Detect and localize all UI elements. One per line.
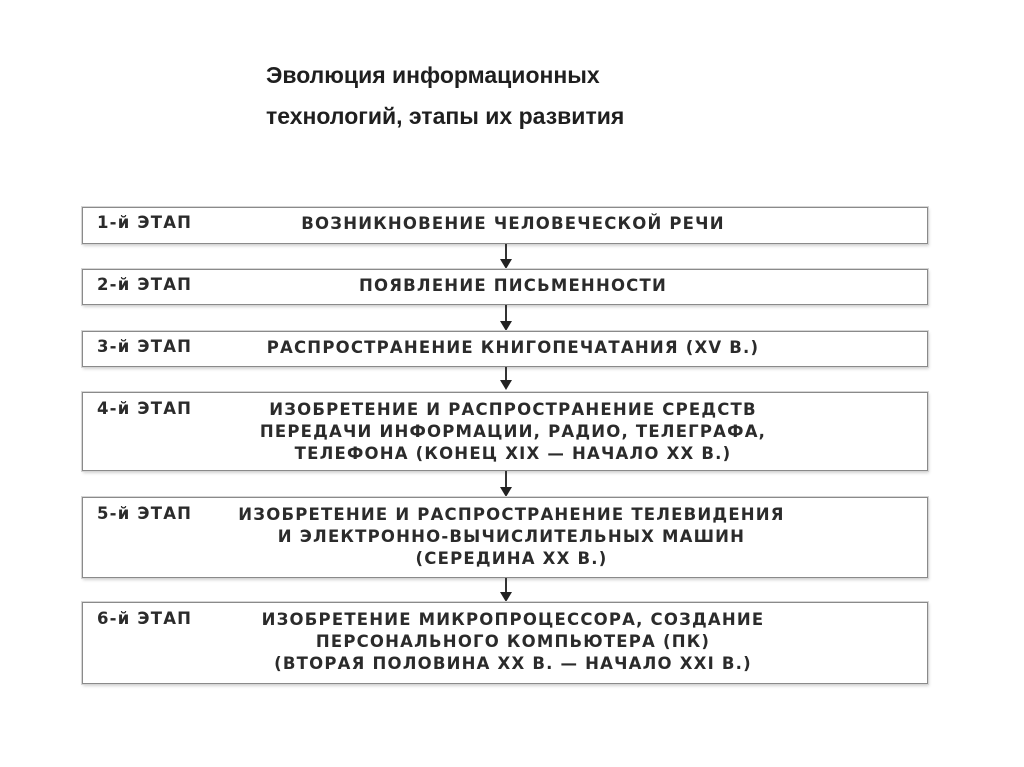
- stage-box-3: [82, 331, 928, 367]
- stage-box-2: [82, 269, 928, 305]
- stage-label: 6-й ЭТАП: [97, 609, 193, 628]
- stage-line: ИЗОБРЕТЕНИЕ И РАСПРОСТРАНЕНИЕ ТЕЛЕВИДЕНИЯ: [238, 505, 785, 524]
- stage-label: 3-й ЭТАП: [97, 337, 193, 356]
- stage-description: [243, 337, 783, 359]
- stage-label: 1-й ЭТАП: [97, 213, 193, 232]
- stage-line: ПОЯВЛЕНИЕ ПИСЬМЕННОСТИ: [359, 276, 667, 295]
- stage-line: ПЕРЕДАЧИ ИНФОРМАЦИИ, РАДИО, ТЕЛЕГРАФА,: [259, 422, 767, 441]
- stage-description: [278, 213, 748, 235]
- stage-box-5: [82, 497, 928, 578]
- stage-label: 2-й ЭТАП: [97, 275, 193, 294]
- stage-box-6: [82, 602, 928, 684]
- stage-line: ИЗОБРЕТЕНИЕ МИКРОПРОЦЕССОРА, СОЗДАНИЕ: [261, 610, 765, 629]
- stage-line: РАСПРОСТРАНЕНИЕ КНИГОПЕЧАТАНИЯ (XV В.): [266, 338, 760, 357]
- stage-line: ПЕРСОНАЛЬНОГО КОМПЬЮТЕРА (ПК): [315, 632, 711, 651]
- stage-label: 4-й ЭТАП: [97, 399, 193, 418]
- arrow-down-icon: [500, 259, 512, 269]
- stage-line: И ЭЛЕКТРОННО-ВЫЧИСЛИТЕЛЬНЫХ МАШИН: [277, 527, 746, 546]
- title-line-2: технологий, этапы их развития: [266, 103, 625, 129]
- stage-description: [223, 399, 803, 465]
- stage-line: ИЗОБРЕТЕНИЕ И РАСПРОСТРАНЕНИЕ СРЕДСТВ: [269, 400, 757, 419]
- stage-label: 5-й ЭТАП: [97, 504, 193, 523]
- stage-line: ТЕЛЕФОНА (КОНЕЦ XIX — НАЧАЛО XX В.): [294, 444, 732, 463]
- stage-description: [209, 504, 814, 570]
- arrow-down-icon: [500, 487, 512, 497]
- page-title: [266, 55, 906, 137]
- stage-box-1: [82, 207, 928, 244]
- stage-line: (СЕРЕДИНА XX В.): [415, 549, 608, 568]
- title-line-1: Эволюция информационных: [266, 62, 600, 88]
- stage-description: [223, 609, 803, 675]
- stage-line: (ВТОРАЯ ПОЛОВИНА XX В. — НАЧАЛО XXI В.): [274, 654, 752, 673]
- stage-box-4: [82, 392, 928, 471]
- stage-description: [278, 275, 748, 297]
- stage-line: ВОЗНИКНОВЕНИЕ ЧЕЛОВЕЧЕСКОЙ РЕЧИ: [301, 214, 725, 233]
- arrow-down-icon: [500, 321, 512, 331]
- arrow-down-icon: [500, 380, 512, 390]
- arrow-down-icon: [500, 592, 512, 602]
